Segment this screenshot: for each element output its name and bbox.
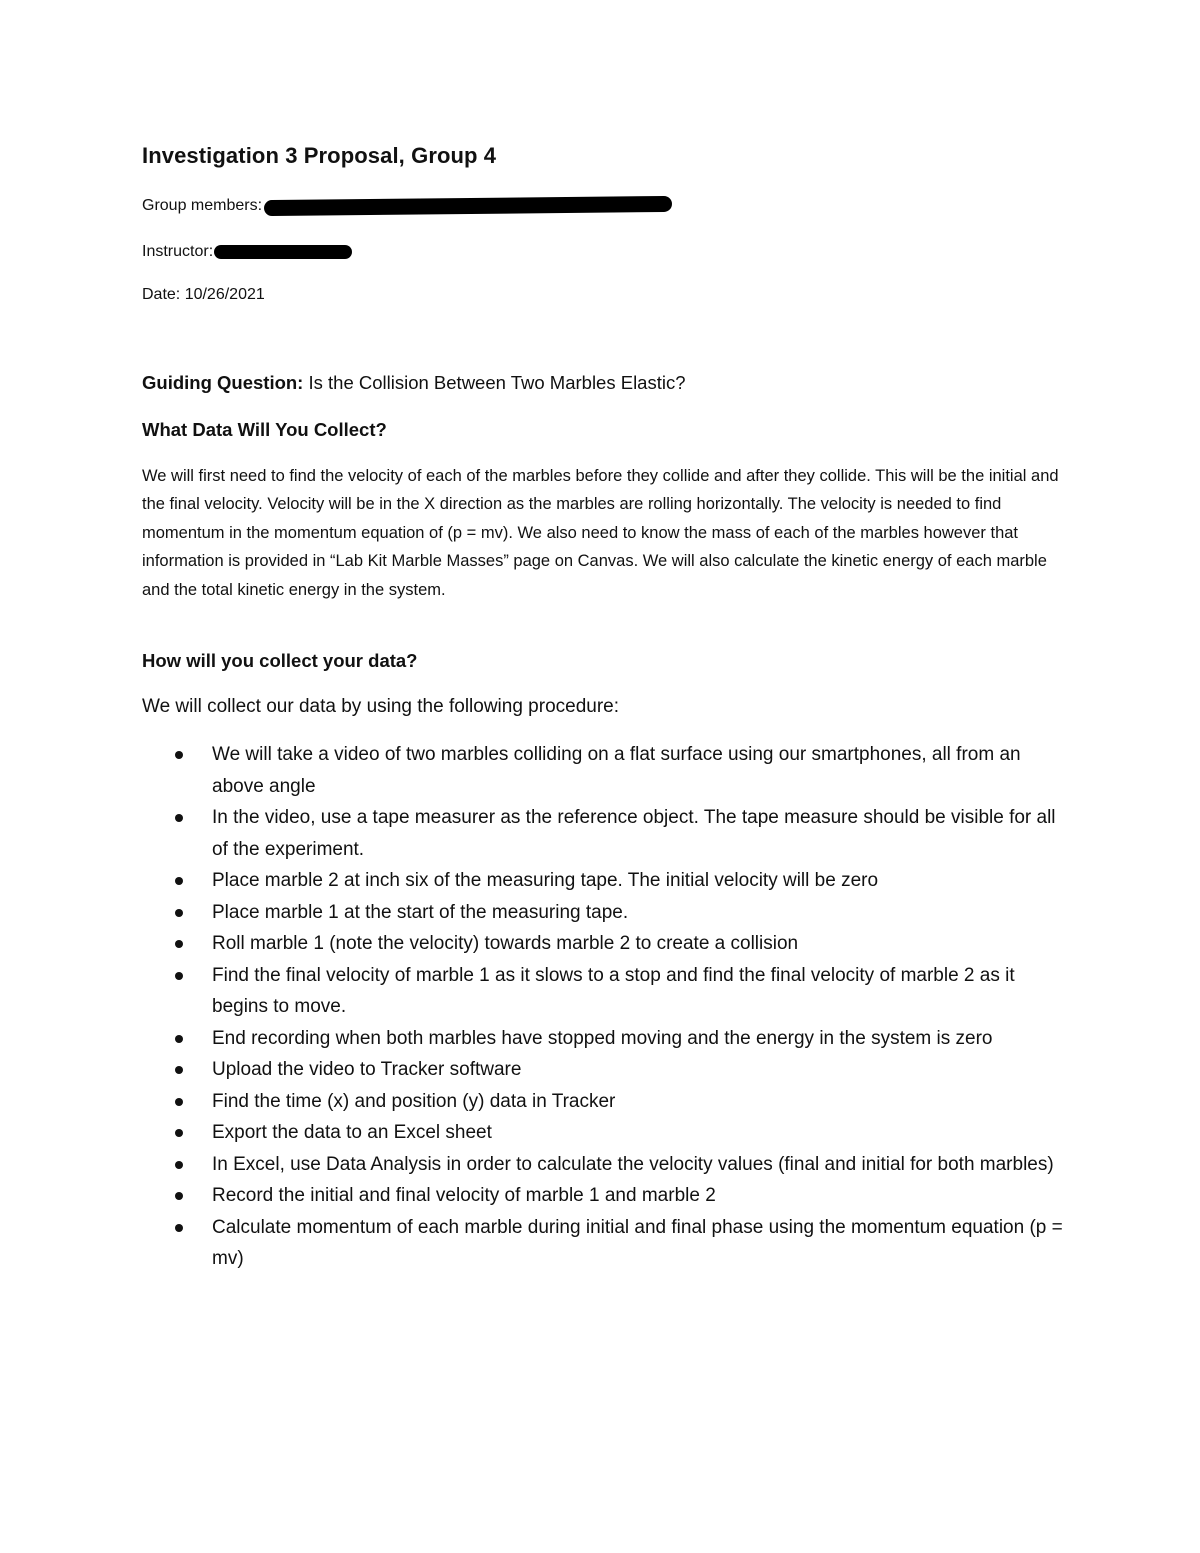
bullet-icon	[175, 1035, 183, 1043]
redaction-mark	[214, 245, 352, 259]
bullet-icon	[175, 972, 183, 980]
instructor-label: Instructor:	[142, 243, 214, 260]
bullet-icon	[175, 1161, 183, 1169]
bullet-icon	[175, 909, 183, 917]
list-item-text: Calculate momentum of each marble during initial and final phase using the momentum equation (p = mv)	[212, 1216, 1063, 1269]
bullet-icon	[175, 1098, 183, 1106]
list-item	[142, 1054, 1072, 1086]
guiding-question-text: Is the Collision Between Two Marbles Elastic?	[303, 372, 686, 393]
list-item	[142, 1023, 1072, 1055]
list-item	[142, 1086, 1072, 1118]
bullet-icon	[175, 1192, 183, 1200]
bullet-icon	[175, 1066, 183, 1074]
guiding-question-label: Guiding Question:	[142, 372, 304, 393]
bullet-icon	[175, 1129, 183, 1137]
date-line: Date: 10/26/2021	[142, 286, 265, 303]
bullet-icon	[175, 751, 183, 759]
section-heading-data: What Data Will You Collect?	[142, 419, 387, 440]
list-item-text: Upload the video to Tracker software	[212, 1059, 522, 1080]
list-item-text: Record the initial and final velocity of marble 1 and marble 2	[212, 1185, 716, 1206]
list-item	[142, 865, 1072, 897]
bullet-icon	[175, 877, 183, 885]
list-item	[142, 802, 1072, 865]
list-item	[142, 1180, 1072, 1212]
guiding-question	[142, 372, 686, 394]
procedure-list	[142, 739, 1072, 1275]
list-item-text: In the video, use a tape measurer as the reference object. The tape measure should be visible for all of the experiment.	[212, 807, 1056, 860]
list-item-text: Export the data to an Excel sheet	[212, 1122, 492, 1143]
data-paragraph: We will first need to find the velocity of each of the marbles before they collide and after they collide. This will be the initial and the final velocity. Velocity will be in the X direction as the marbles are rolling horizontally. The velocity is needed to find momentum in the momentum equation of (p = mv). We also need to know the mass of each of the marbles however that information is provided in “Lab Kit Marble Masses” page on Canvas. We will also calculate the kinetic energy of each marble and the total kinetic energy in the system.	[142, 467, 1059, 599]
list-item	[142, 897, 1072, 929]
section-heading-collect: How will you collect your data?	[142, 650, 418, 671]
bullet-icon	[175, 1224, 183, 1232]
list-item-text: Find the time (x) and position (y) data in Tracker	[212, 1090, 616, 1112]
list-item	[142, 960, 1072, 1023]
list-item-text: Find the final velocity of marble 1 as it slows to a stop and find the final velocity of marble 2 as it begins to move.	[212, 964, 1015, 1017]
list-item	[142, 739, 1072, 802]
list-item-text: Place marble 1 at the start of the measuring tape.	[212, 901, 629, 923]
document-title: Investigation 3 Proposal, Group 4	[142, 143, 497, 168]
bullet-icon	[175, 940, 183, 948]
instructor-line	[142, 243, 352, 261]
list-item-text: Place marble 2 at inch six of the measuring tape. The initial velocity will be zero	[212, 870, 879, 891]
redaction-mark	[264, 196, 672, 216]
list-item	[142, 1212, 1072, 1275]
list-item-text: Roll marble 1 (note the velocity) towards marble 2 to create a collision	[212, 933, 799, 954]
list-item-text: End recording when both marbles have stopped moving and the energy in the system is zero	[212, 1027, 993, 1049]
group-members-label: Group members:	[142, 197, 263, 214]
list-item-text: We will take a video of two marbles colliding on a flat surface using our smartphones, all from an above angle	[212, 744, 1021, 797]
list-item	[142, 928, 1072, 960]
list-item-text: In Excel, use Data Analysis in order to calculate the velocity values (final and initial for both marbles)	[212, 1153, 1054, 1175]
group-members-line	[142, 197, 672, 215]
list-item	[142, 1149, 1072, 1181]
procedure-intro: We will collect our data by using the following procedure:	[142, 696, 620, 717]
list-item	[142, 1117, 1072, 1149]
bullet-icon	[175, 814, 183, 822]
